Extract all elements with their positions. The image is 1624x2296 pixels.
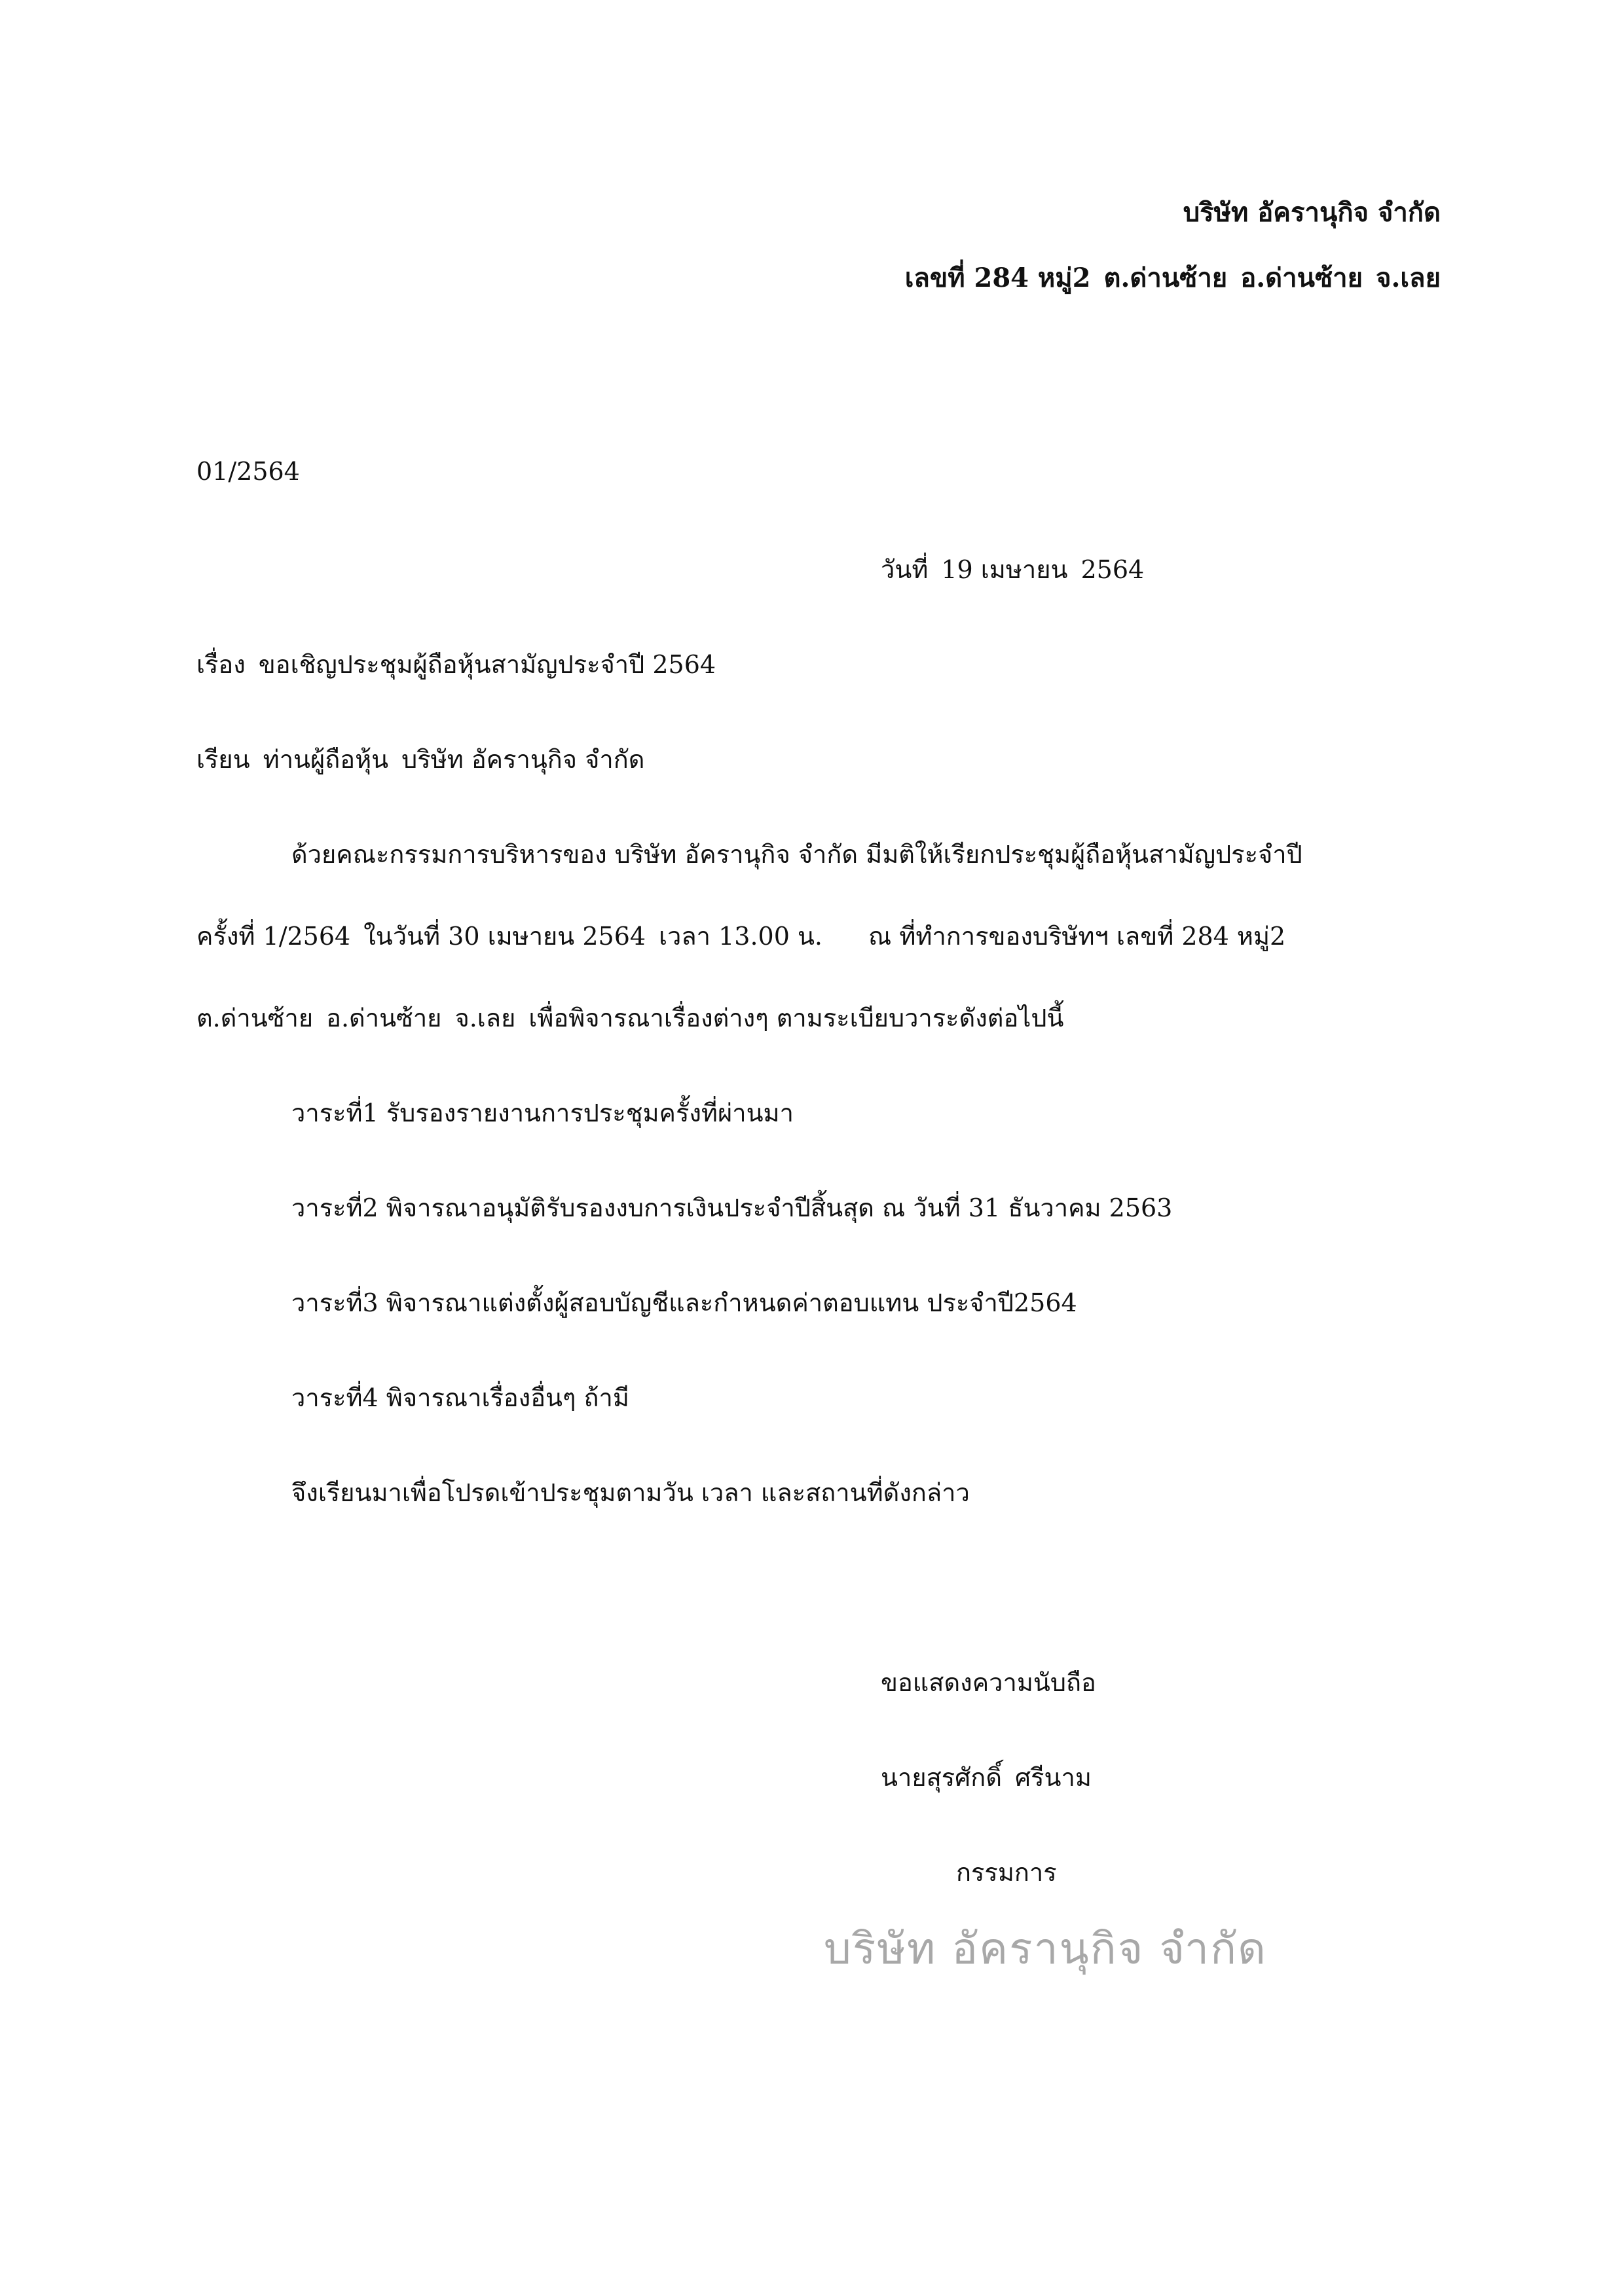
agenda-item-2: วาระที่2 พิจารณาอนุมัติรับรองงบการเงินประจำปีสิ้นสุด ณ วันที่ 31 ธันวาคม 2563	[291, 1194, 1173, 1222]
signatory-first-name: นายสุรศักดิ์	[881, 1763, 1002, 1792]
document-date	[881, 553, 1144, 586]
agenda-intro: เพื่อพิจารณาเรื่องต่างๆ ตามระเบียบวาระดังต่อไปนี้	[528, 1004, 1064, 1032]
recipient-company: บริษัท อัครานุกิจ จำกัด	[401, 745, 645, 774]
document-number: 01/2564	[196, 457, 300, 486]
regards-text: ขอแสดงความนับถือ	[881, 1668, 1096, 1697]
agenda-item-1: วาระที่1 รับรองรายงานการประชุมครั้งที่ผ่านมา	[291, 1099, 794, 1127]
company-stamp: บริษัท อัครานุกิจ จำกัด	[824, 1923, 1267, 1974]
location-district: อ.ด่านซ้าย	[326, 1004, 442, 1032]
location-subdistrict: ต.ด่านซ้าย	[196, 1004, 314, 1032]
address-subdistrict: ต.ด่านซ้าย	[1103, 263, 1228, 293]
company-name: บริษัท อัครานุกิจ จำกัด	[1183, 197, 1441, 228]
meeting-number: ครั้งที่ 1/2564	[196, 922, 351, 951]
closing-text: จึงเรียนมาเพื่อโปรดเข้าประชุมตามวัน เวลา และสถานที่ดังกล่าว	[291, 1478, 970, 1507]
date-value: 19 เมษายน	[941, 555, 1068, 584]
company-address-header	[905, 262, 1441, 295]
agenda-item-4: วาระที่4 พิจารณาเรื่องอื่นๆ ถ้ามี	[291, 1383, 629, 1412]
signatory-title: กรรมการ	[956, 1858, 1057, 1887]
body-line-2	[196, 920, 1285, 953]
subject-label: เรื่อง	[196, 650, 246, 679]
recipient-name: ท่านผู้ถือหุ้น	[263, 745, 389, 774]
address-province: จ.เลย	[1376, 263, 1441, 293]
signatory-surname: ศรีนาม	[1015, 1763, 1092, 1792]
meeting-date: ในวันที่ 30 เมษายน 2564	[363, 922, 646, 951]
recipient-line	[196, 743, 644, 776]
location-province: จ.เลย	[454, 1004, 516, 1032]
subject-line	[196, 648, 716, 681]
address-number: เลขที่ 284 หมู่2	[904, 263, 1091, 293]
address-district: อ.ด่านซ้าย	[1240, 263, 1363, 293]
date-year: 2564	[1080, 555, 1145, 584]
body-line-1: ด้วยคณะกรรมการบริหารของ บริษัท อัครานุกิจ จำกัด มีมติให้เรียกประชุมผู้ถือหุ้นสามัญประจำปี	[291, 840, 1302, 869]
subject-text: ขอเชิญประชุมผู้ถือหุ้นสามัญประจำปี 2564	[258, 650, 716, 679]
signatory-name	[881, 1761, 1092, 1794]
date-label: วันที่	[881, 555, 929, 584]
body-line-3	[196, 1002, 1064, 1034]
company-name-header	[1183, 196, 1441, 229]
meeting-location: ณ ที่ทำการของบริษัทฯ เลขที่ 284 หมู่2	[868, 922, 1286, 951]
recipient-label: เรียน	[196, 745, 250, 774]
meeting-time: เวลา 13.00 น.	[659, 922, 823, 951]
agenda-item-3: วาระที่3 พิจารณาแต่งตั้งผู้สอบบัญชีและกำหนดค่าตอบแทน ประจำปี2564	[291, 1288, 1077, 1317]
